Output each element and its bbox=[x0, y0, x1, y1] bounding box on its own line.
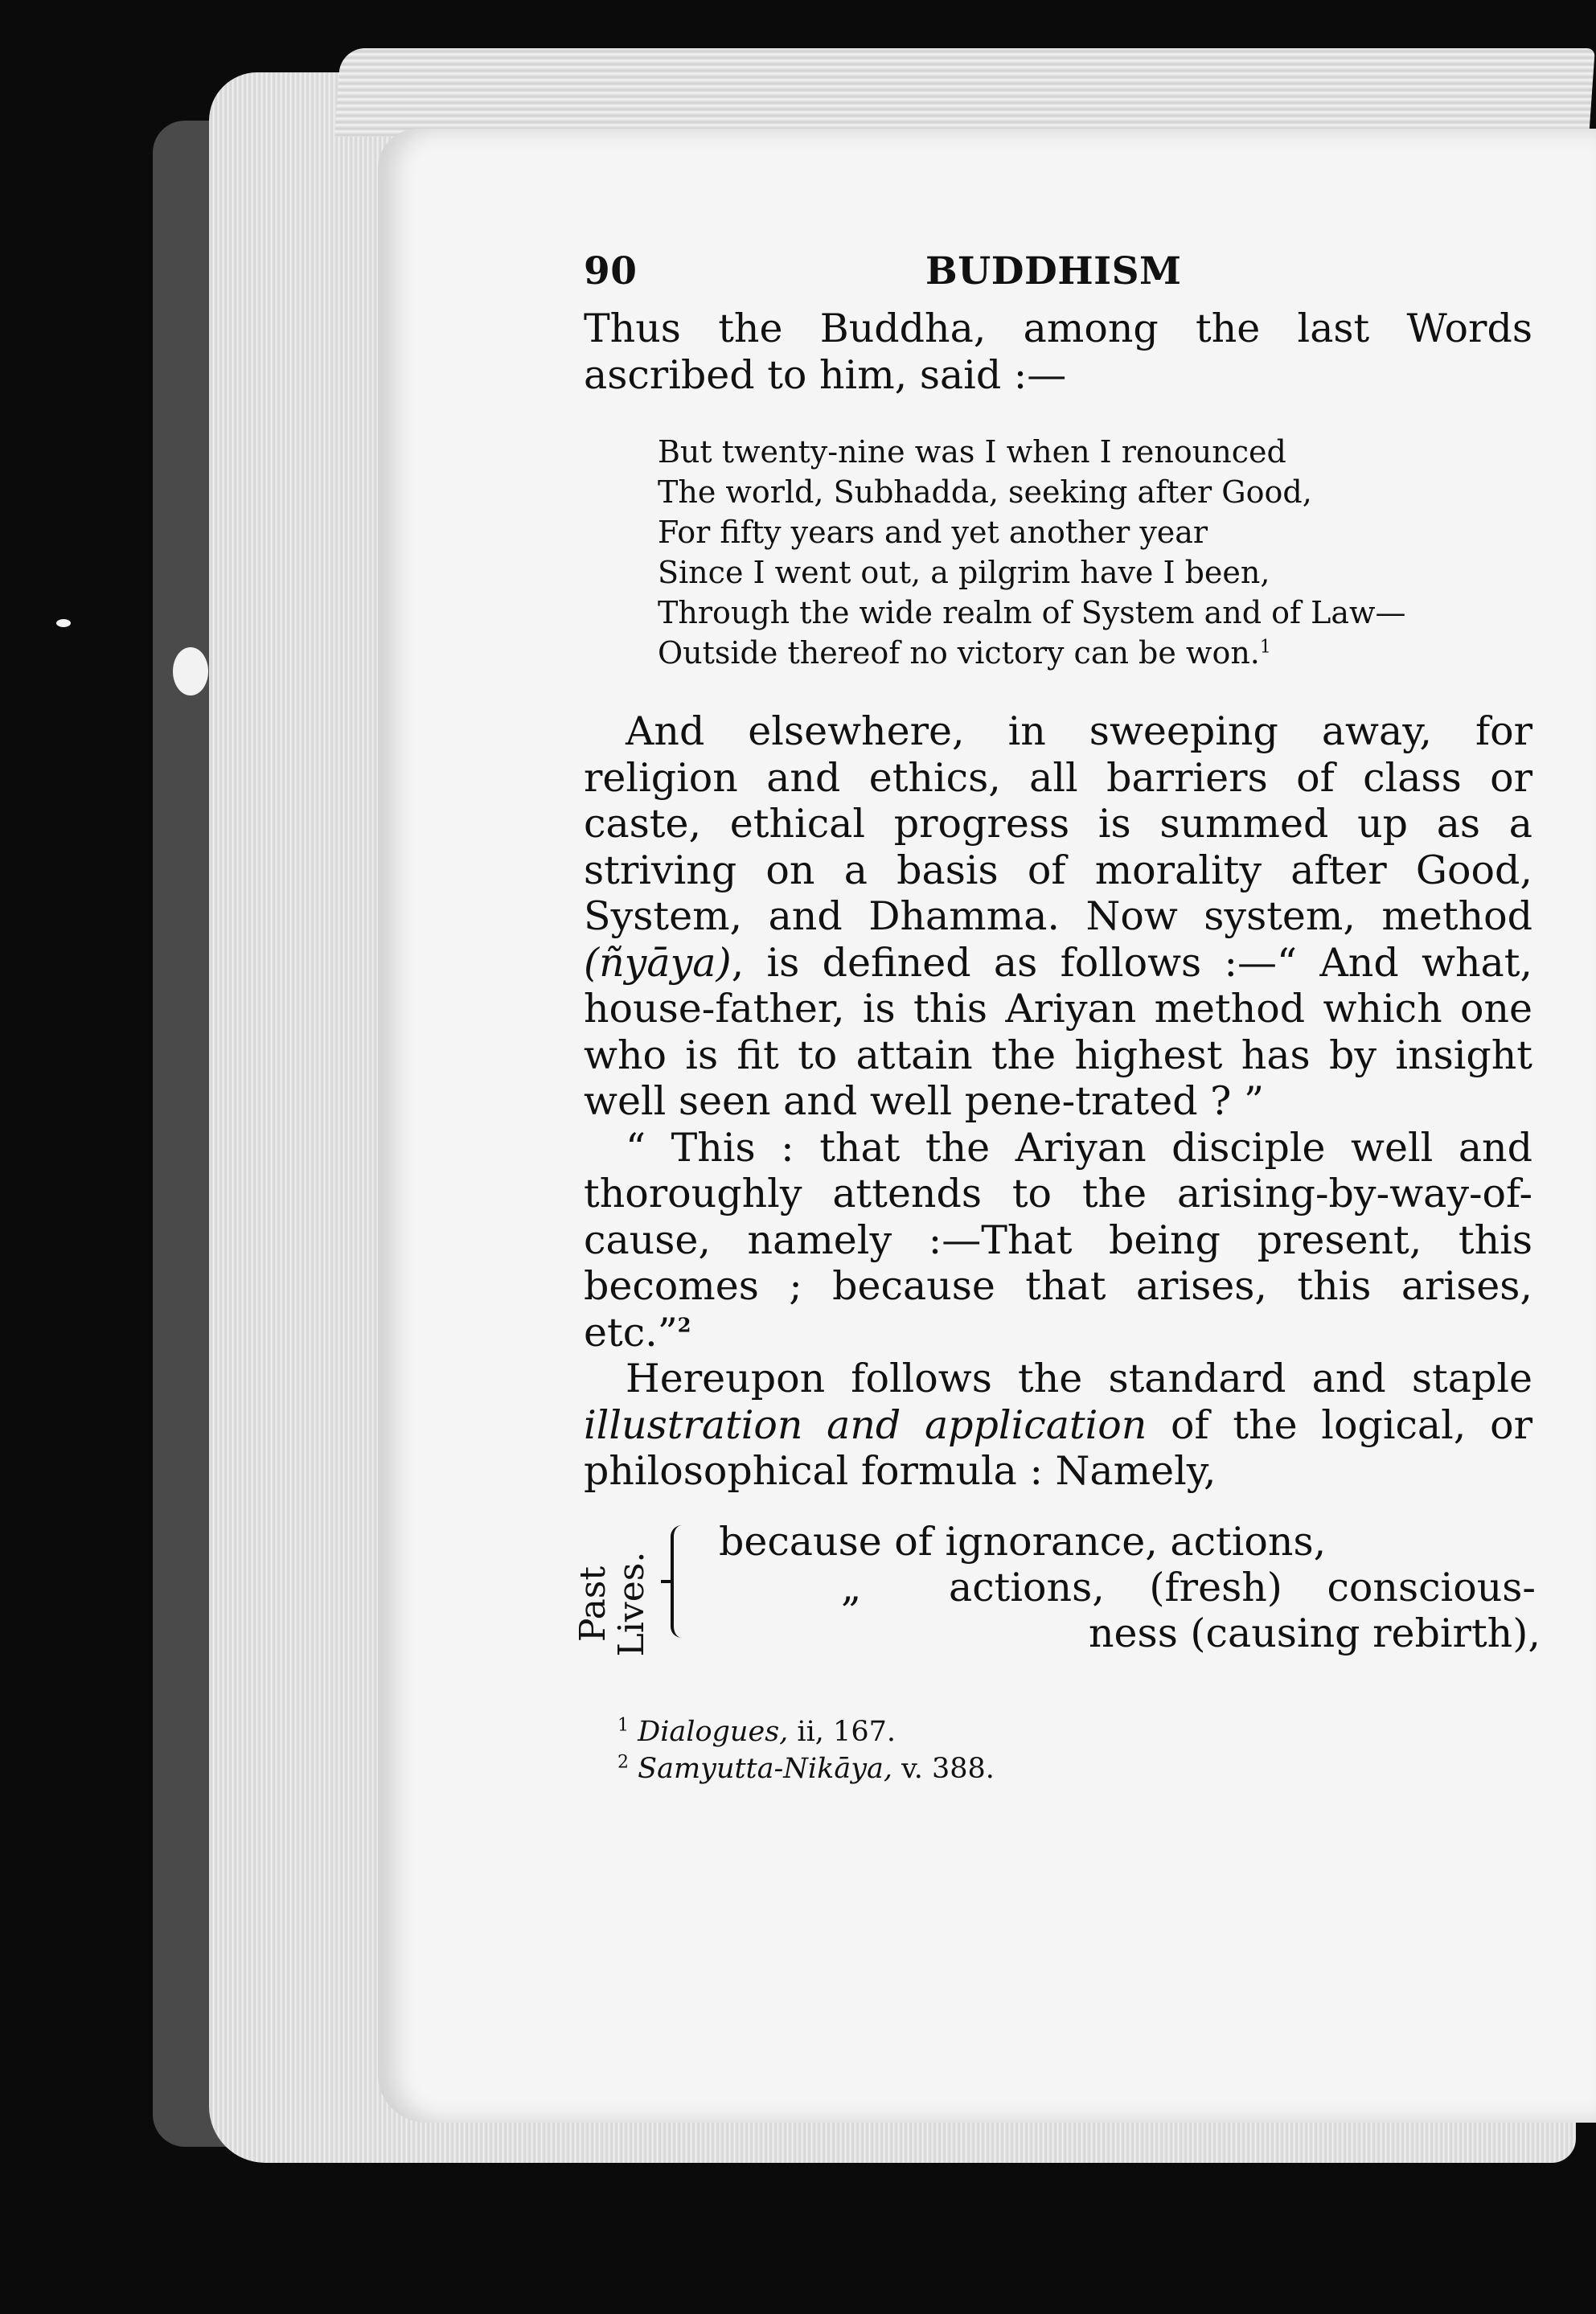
verse-line: But twenty-nine was I when I renounced bbox=[658, 434, 1286, 470]
page-scuff bbox=[56, 619, 71, 627]
paragraph-3 bbox=[584, 1356, 1532, 1495]
brace-point bbox=[661, 1580, 672, 1583]
page-top-edges bbox=[334, 48, 1595, 137]
verse-line: Through the wide realm of System and of Law— bbox=[658, 595, 1406, 630]
verse-line: The world, Subhadda, seeking after Good, bbox=[658, 474, 1312, 510]
footnotes bbox=[617, 1713, 1532, 1787]
table-row: because of ignorance, actions, bbox=[719, 1518, 1327, 1565]
page-number: 90 bbox=[584, 249, 638, 293]
table-row: ness (causing rebirth), bbox=[1089, 1610, 1541, 1656]
causation-table bbox=[572, 1518, 1541, 1680]
past-lives-label-line2: Lives. bbox=[611, 1551, 652, 1656]
verse-line-text: Outside thereof no victory can be won. bbox=[658, 635, 1260, 671]
verse-line: Since I went out, a pilgrim have I been, bbox=[658, 555, 1270, 590]
paragraph-1 bbox=[584, 708, 1532, 1125]
verse-line bbox=[658, 633, 1532, 673]
nyaya-term: (ñyāya) bbox=[584, 939, 732, 986]
footnote-ref: v. 388. bbox=[892, 1752, 995, 1785]
paragraph-2-text: “ This : that the Ariyan disciple well and thoroughly attends to the arising-by-way-of-cause, namely :—That being present, this becomes ; because that arises, this arises, etc.” bbox=[584, 1124, 1532, 1356]
table-word: conscious- bbox=[1327, 1564, 1536, 1610]
footnote-ref: ii, 167. bbox=[788, 1715, 896, 1748]
table-word: (fresh) bbox=[1149, 1564, 1282, 1610]
table-word: actions, bbox=[949, 1564, 1105, 1610]
running-head: BUDDHISM bbox=[925, 249, 1182, 293]
paragraph-1-text: And elsewhere, in sweeping away, for religion and ethics, all barriers of class or caste, ethical progress is summed up as a striving on a basis of morality after Good, System, and Dhamma. Now system, method bbox=[584, 708, 1532, 939]
past-lives-label bbox=[574, 1540, 679, 1668]
paragraph-1-rest: , is defined as follows :—“ And what, house-father, is this Ariyan method which one who is fit to attain the highest has by insight well seen and well pene-trated ? ” bbox=[584, 939, 1532, 1124]
footnote-marker: 2 bbox=[677, 1313, 691, 1337]
page-header bbox=[584, 241, 1532, 306]
footnote bbox=[617, 1750, 1532, 1787]
brace bbox=[671, 1525, 688, 1638]
footnote-title: Samyutta-Nikāya, bbox=[638, 1752, 892, 1785]
past-lives-label-line1: Past bbox=[572, 1565, 613, 1642]
ditto-mark: „ bbox=[841, 1564, 862, 1610]
paragraph-3-end: of the logical, or philosophical formula : Namely, bbox=[584, 1401, 1532, 1494]
footnote-number: 2 bbox=[617, 1751, 629, 1772]
paragraph-2 bbox=[584, 1125, 1532, 1356]
page-text bbox=[572, 241, 1541, 1787]
footnote-marker: 1 bbox=[1259, 637, 1271, 658]
footnote-title: Dialogues, bbox=[638, 1715, 789, 1748]
paragraph-3-italic: illustration and application bbox=[584, 1401, 1147, 1448]
intro-paragraph: Thus the Buddha, among the last Words ascribed to him, said :— bbox=[584, 306, 1532, 398]
verse-block bbox=[658, 432, 1532, 673]
paragraph-3-start: Hereupon follows the standard and staple bbox=[626, 1356, 1532, 1401]
verse-line: For fifty years and yet another year bbox=[658, 515, 1208, 550]
page-scuff bbox=[173, 647, 208, 695]
footnote bbox=[617, 1713, 1532, 1750]
table-row bbox=[949, 1565, 1536, 1610]
footnote-number: 1 bbox=[617, 1714, 629, 1735]
